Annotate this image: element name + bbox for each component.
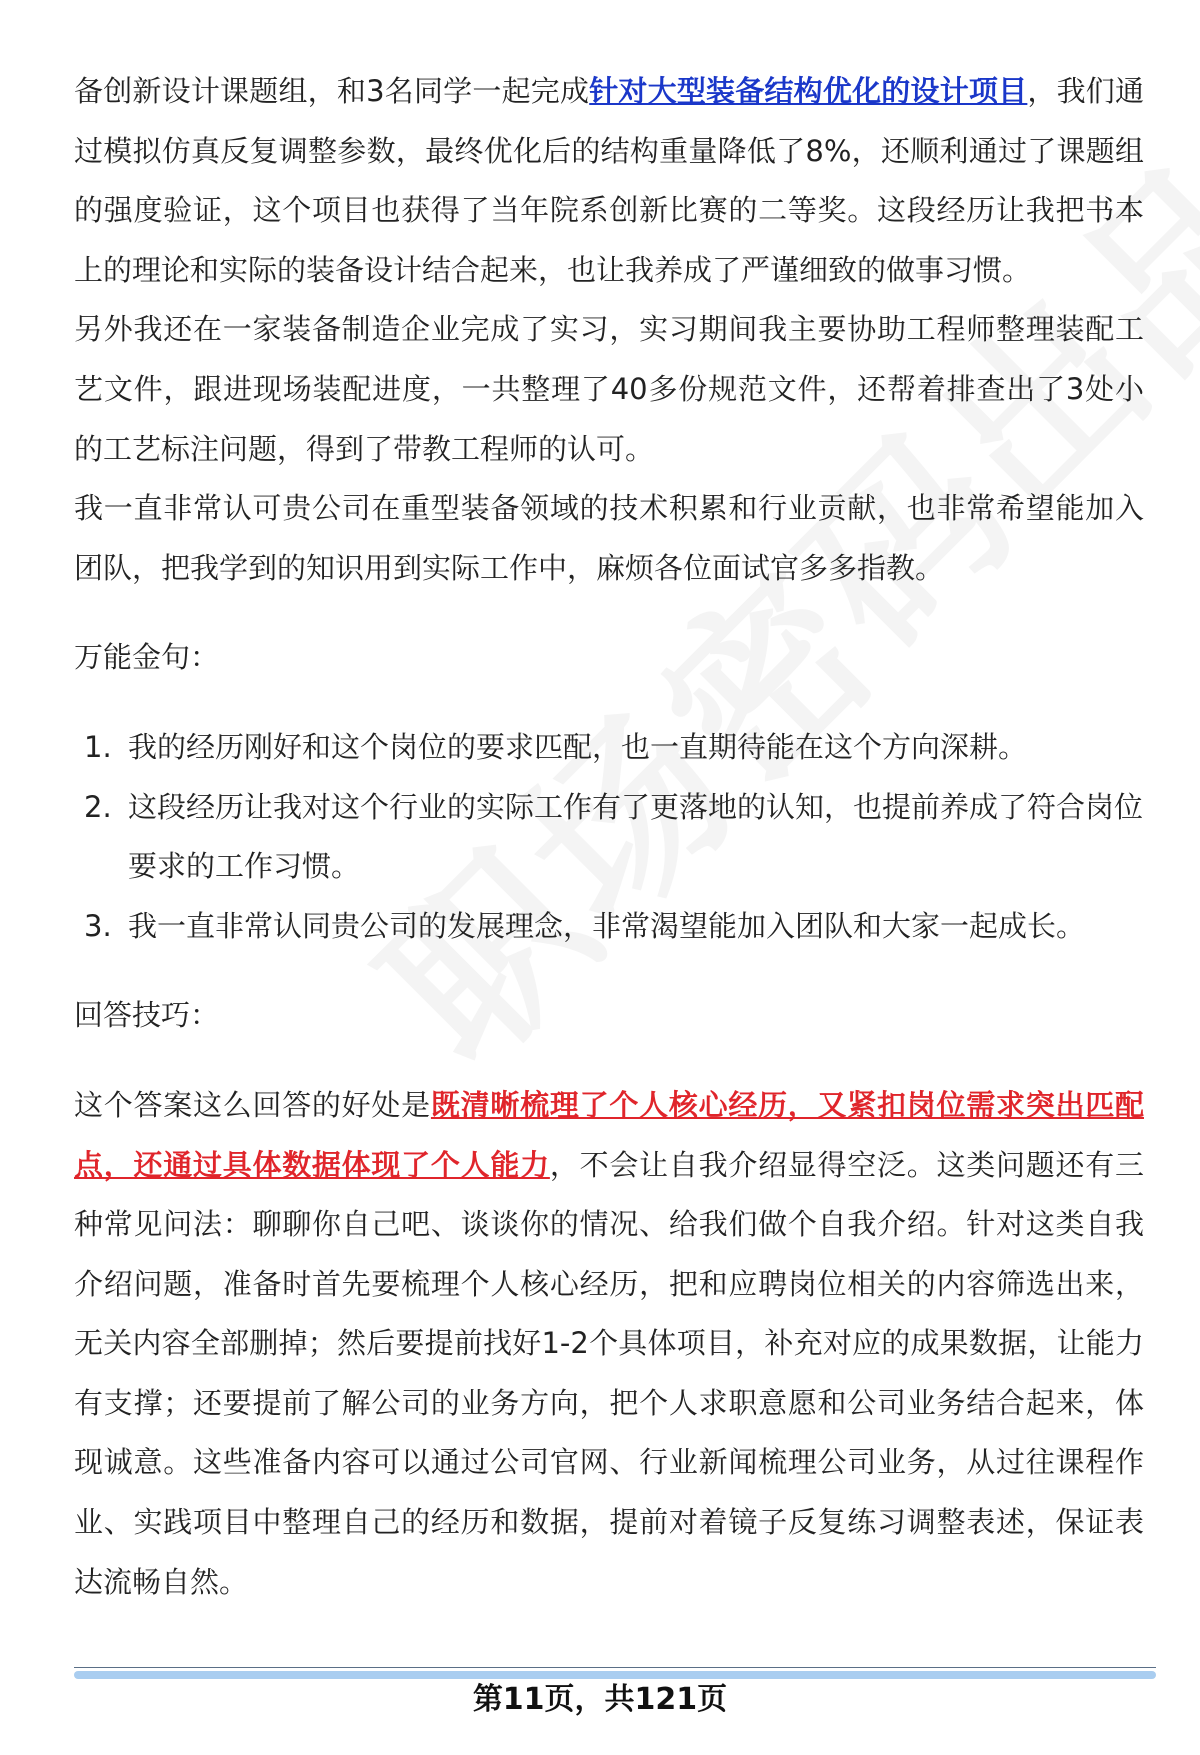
list-item [74, 897, 1144, 957]
list-number: 1. [84, 729, 112, 764]
list-text: 我的经历刚好和这个岗位的要求匹配，也一直期待能在这个方向深耕。 [128, 729, 1028, 764]
footer-divider-line [74, 1667, 1156, 1668]
intro-text-after: ，我们通过模拟仿真反复调整参数，最终优化后的结构重量降低了8%，还顺利通过了课题组的强度验证，这个项目也获得了当年院系创新比赛的二等奖。这段经历让我把书本上的理论和实际的装备设计结合起来，也让我养成了严谨细致的做事习惯。 [74, 74, 1144, 287]
tips-paragraph [74, 1076, 1144, 1612]
intro-paragraph-2: 另外我还在一家装备制造企业完成了实习，实习期间我主要协助工程师整理装配工艺文件，跟进现场装配进度，一共整理了40多份规范文件，还帮着排查出了3处小的工艺标注问题，得到了带教工程师的认可。 [74, 312, 1144, 466]
spacer [74, 598, 1144, 628]
list-text: 这段经历让我对这个行业的实际工作有了更落地的认知，也提前养成了符合岗位要求的工作习惯。 [128, 789, 1144, 884]
list-number: 2. [84, 789, 112, 824]
golden-sentences-label: 万能金句： [74, 640, 220, 675]
project-link[interactable]: 针对大型装备结构优化的设计项目 [589, 74, 1028, 108]
list-item [74, 778, 1144, 897]
spacer [74, 956, 1144, 986]
tips-text-after: ，不会让自我介绍显得空泛。这类问题还有三种常见问法：聊聊你自己吧、谈谈你的情况、给我们做个自我介绍。针对这类自我介绍问题，准备时首先要梳理个人核心经历，把和应聘岗位相关的内容筛选出来，无关内容全部删掉；然后要提前找好1-2个具体项目，补充对应的成果数据，让能力有支撑；还要提前了解公司的业务方向，把个人求职意愿和公司业务结合起来，体现诚意。这些准备内容可以通过公司官网、行业新闻梳理公司业务，从过往课程作业、实践项目中整理自己的经历和数据，提前对着镜子反复练习调整表述，保证表达流畅自然。 [74, 1147, 1144, 1599]
spacer [74, 1046, 1144, 1076]
tips-text-before: 这个答案这么回答的好处是 [74, 1087, 431, 1122]
tips-label: 回答技巧： [74, 998, 220, 1033]
intro-paragraph-1 [74, 62, 1144, 300]
spacer [74, 688, 1144, 718]
tips-highlight: 既清晰梳理了个人核心经历，又紧扣岗位需求突出匹配点，还通过具体数据体现了个人能力 [74, 1087, 1144, 1182]
intro-text-before: 备创新设计课题组，和3名同学一起完成 [74, 74, 590, 108]
list-number: 3. [84, 908, 112, 943]
intro-paragraph-3: 我一直非常认可贵公司在重型装备领域的技术积累和行业贡献，也非常希望能加入团队，把我学到的知识用到实际工作中，麻烦各位面试官多多指教。 [74, 491, 1144, 585]
golden-sentences-list [74, 718, 1144, 956]
footer-divider-bar [74, 1671, 1156, 1679]
document-body [74, 62, 1144, 1612]
list-item [74, 718, 1144, 778]
list-text: 我一直非常认同贵公司的发展理念，非常渴望能加入团队和大家一起成长。 [128, 908, 1086, 943]
page-number: 第11页，共121页 [472, 1682, 728, 1717]
